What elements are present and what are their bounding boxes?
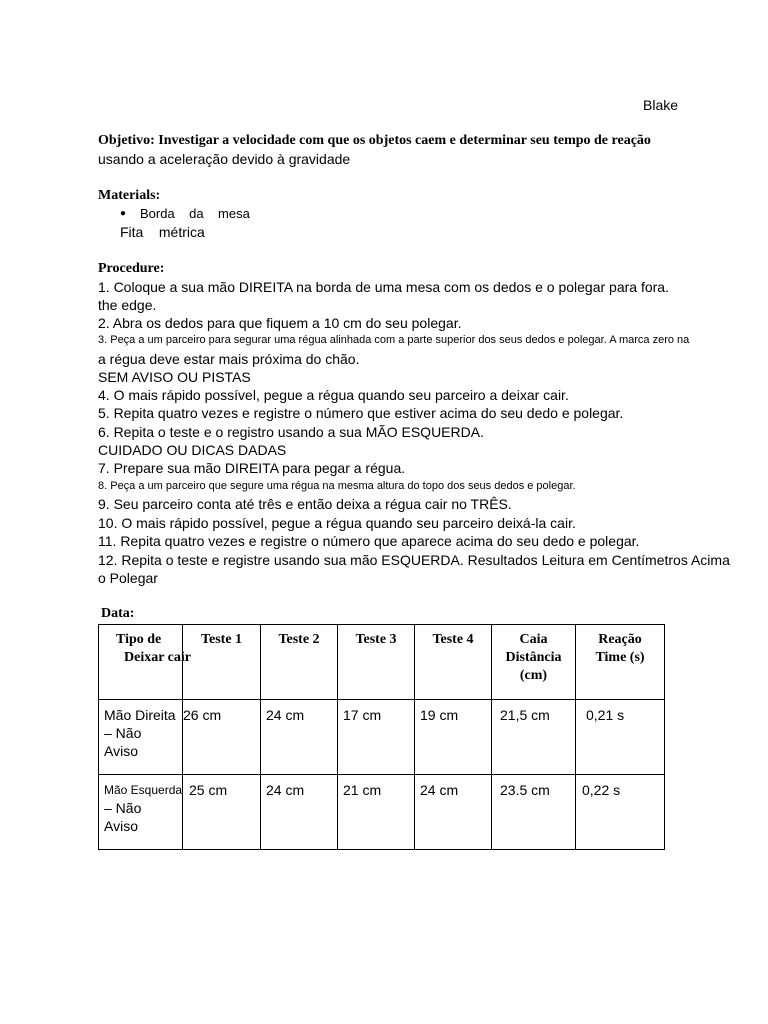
header-line: Reação [598,632,642,647]
objective-continuation: usando a aceleração devido à gravidade [98,151,351,167]
value-cell: 21,5 cm [492,700,576,775]
table-header-row [99,625,665,700]
header-line: (cm) [519,668,548,683]
header-line: Teste 2 [278,632,320,647]
row-type-cell [99,775,183,850]
type-line: Mão Esquerda [104,783,183,797]
header-line: Tipo de [116,632,162,647]
header-line: Deixar cair [124,650,191,665]
value-cell: 0,21 s [576,700,665,775]
header-test-2 [261,625,338,700]
procedure-line: 2. Abra os dedos para que fiquem a 10 cm do seu polegar. [98,315,462,331]
materials-heading: Materials: [98,188,161,203]
procedure-line: 1. Coloque a sua mão DIREITA na borda de uma mesa com os dedos e o polegar para fora. [98,279,669,295]
value-cell: 17 cm [338,700,415,775]
procedure-line: a régua deve estar mais próxima do chão. [98,351,360,367]
procedure-line: 5. Repita quatro vezes e registre o número que estiver acima do seu dedo e polegar. [98,405,624,421]
value-cell: 21 cm [338,775,415,850]
value-cell: 24 cm [415,775,492,850]
objective-heading: Objetivo: Investigar a velocidade com que os objetos caem e determinar seu tempo de reação [98,133,651,148]
value-cell: 26 cm [183,700,261,775]
results-table [98,624,665,850]
procedure-line: the edge. [98,297,157,313]
header-line: Teste 3 [355,632,397,647]
procedure-line: 12. Repita o teste e registre usando sua mão ESQUERDA. Resultados Leitura em Centímetros Acima [98,552,730,568]
type-line: – Não [104,725,142,741]
procedure-line: 11. Repita quatro vezes e registre o número que aparece acima do seu dedo e polegar. [98,533,640,549]
header-test-3 [338,625,415,700]
bullet-icon: ● [120,208,127,219]
procedure-line: 10. O mais rápido possível, pegue a régua quando seu parceiro deixá-la cair. [98,515,576,531]
header-line: Time (s) [595,650,645,665]
procedure-line: 3. Peça a um parceiro para segurar uma régua alinhada com a parte superior dos seus dedos e polegar. A marca zero na [98,334,690,346]
header-distance [492,625,576,700]
procedure-line: 6. Repita o teste e o registro usando a sua MÃO ESQUERDA. [98,424,484,440]
type-line: Aviso [104,818,138,834]
table-row [99,775,665,850]
type-line: Mão Direita [104,707,176,723]
procedure-line: CUIDADO OU DICAS DADAS [98,442,287,458]
header-line: Teste 1 [200,632,243,647]
procedure-line: 9. Seu parceiro conta até três e então deixa a régua cair no TRÊS. [98,496,512,512]
value-cell: 24 cm [261,700,338,775]
procedure-line: o Polegar [98,570,158,586]
table-row [99,700,665,775]
header-line: Teste 4 [432,632,474,647]
header-line: Caia [519,632,548,647]
data-heading: Data: [101,606,135,621]
materials-item-2: Fita métrica [120,224,205,240]
type-line: Aviso [104,743,138,759]
procedure-heading: Procedure: [98,261,165,276]
value-cell: 19 cm [415,700,492,775]
value-cell: 0,22 s [576,775,665,850]
materials-item-1: Borda da mesa [140,206,250,221]
header-type [99,625,191,700]
value-cell: 23.5 cm [492,775,576,850]
procedure-line: SEM AVISO OU PISTAS [98,369,251,385]
author-name: Blake [643,97,679,113]
procedure-line: 8. Peça a um parceiro que segure uma régua na mesma altura do topo dos seus dedos e polegar. [98,480,576,492]
type-line: – Não [104,800,142,816]
header-test-4 [415,625,492,700]
header-test-1 [183,625,261,700]
value-cell: 24 cm [261,775,338,850]
procedure-line: 7. Prepare sua mão DIREITA para pegar a régua. [98,460,406,476]
row-type-cell [99,700,183,775]
header-reaction-time [576,625,665,700]
procedure-line: 4. O mais rápido possível, pegue a régua quando seu parceiro a deixar cair. [98,387,569,403]
header-line: Distância [505,650,562,665]
value-cell: 25 cm [183,775,261,850]
